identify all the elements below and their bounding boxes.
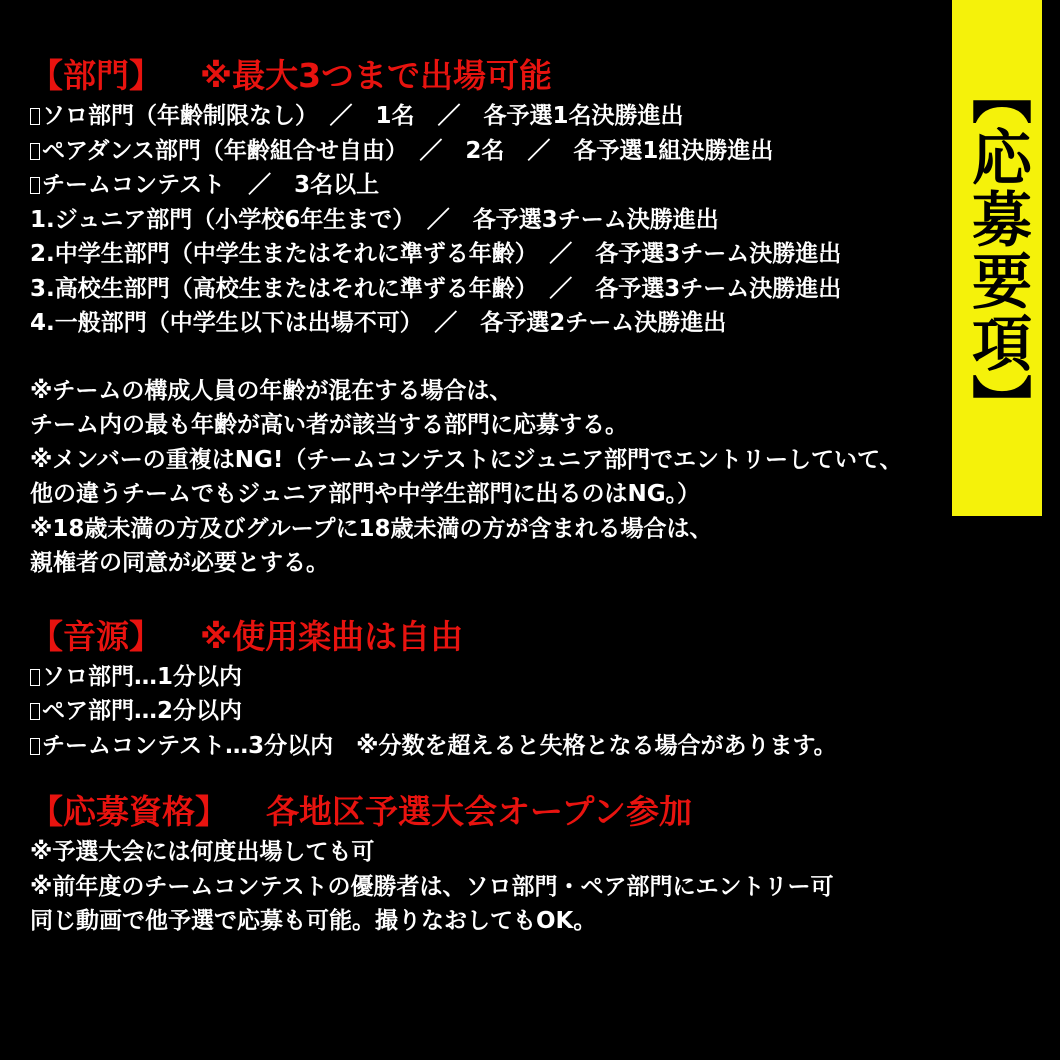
- music-heading: [30, 614, 945, 660]
- music-text: チームコンテスト…3分以内 ※分数を超えると失格となる場合があります。: [42, 732, 837, 759]
- application-guidelines: [30, 53, 945, 939]
- division-line: [30, 134, 945, 169]
- division-line: [30, 99, 945, 134]
- eligibility-line: ※予選大会には何度出場しても可: [30, 839, 375, 865]
- music-text: ペア部門…2分以内: [42, 698, 243, 724]
- division-line: 4.一般部門（中学生以下は出場不可） ／ 各予選2チーム決勝進出: [30, 310, 727, 336]
- music-heading-label: 【音源】: [30, 616, 162, 656]
- division-line: 2.中学生部門（中学生またはそれに準ずる年齢） ／ 各予選3チーム決勝進出: [30, 241, 842, 267]
- division-line: 3.高校生部門（高校生またはそれに準ずる年齢） ／ 各予選3チーム決勝進出: [30, 275, 842, 302]
- bullet-icon: [30, 177, 40, 194]
- bullet-icon: [30, 703, 40, 720]
- eligibility-heading-label: 【応募資格】: [30, 792, 228, 831]
- bullet-icon: [30, 108, 40, 125]
- divisions-heading-label: 【部門】: [30, 56, 162, 95]
- division-note: ※チームの構成人員の年齢が混在する場合は、: [30, 377, 513, 404]
- divisions-heading: [30, 53, 945, 99]
- bullet-icon: [30, 143, 40, 160]
- division-line: [30, 168, 945, 203]
- division-note: チーム内の最も年齢が高い者が該当する部門に応募する。: [30, 412, 628, 438]
- bullet-icon: [30, 738, 40, 755]
- eligibility-heading-note: 各地区予選大会オープン参加: [266, 792, 693, 831]
- division-text: チームコンテスト ／ 3名以上: [42, 172, 380, 198]
- eligibility-line: ※前年度のチームコンテストの優勝者は、ソロ部門・ペア部門にエントリー可: [30, 873, 834, 900]
- title-banner: [952, 0, 1042, 516]
- eligibility-heading: [30, 789, 945, 835]
- division-note: ※メンバーの重複はNG!（チームコンテストにジュニア部門でエントリーしていて、: [30, 446, 903, 473]
- division-text: ペアダンス部門（年齢組合せ自由） ／ 2名 ／ 各予選1組決勝進出: [42, 137, 774, 164]
- division-line: 1.ジュニア部門（小学校6年生まで） ／ 各予選3チーム決勝進出: [30, 206, 719, 233]
- eligibility-line: 同じ動画で他予選で応募も可能。撮りなおしてもOK。: [30, 908, 597, 934]
- division-note: 親権者の同意が必要とする。: [30, 550, 329, 576]
- divisions-heading-note: ※最大3つまで出場可能: [200, 56, 553, 95]
- banner-title: 【応募要項】: [962, 64, 1032, 436]
- bullet-icon: [30, 669, 40, 686]
- music-line: [30, 660, 945, 695]
- music-line: [30, 694, 945, 729]
- music-line: [30, 729, 945, 764]
- music-text: ソロ部門…1分以内: [42, 663, 243, 690]
- division-note: 他の違うチームでもジュニア部門や中学生部門に出るのはNG。）: [30, 481, 701, 507]
- division-text: ソロ部門（年齢制限なし） ／ 1名 ／ 各予選1名決勝進出: [42, 103, 684, 129]
- division-note: ※18歳未満の方及びグループに18歳未満の方が含まれる場合は、: [30, 515, 713, 542]
- music-heading-note: ※使用楽曲は自由: [200, 616, 464, 656]
